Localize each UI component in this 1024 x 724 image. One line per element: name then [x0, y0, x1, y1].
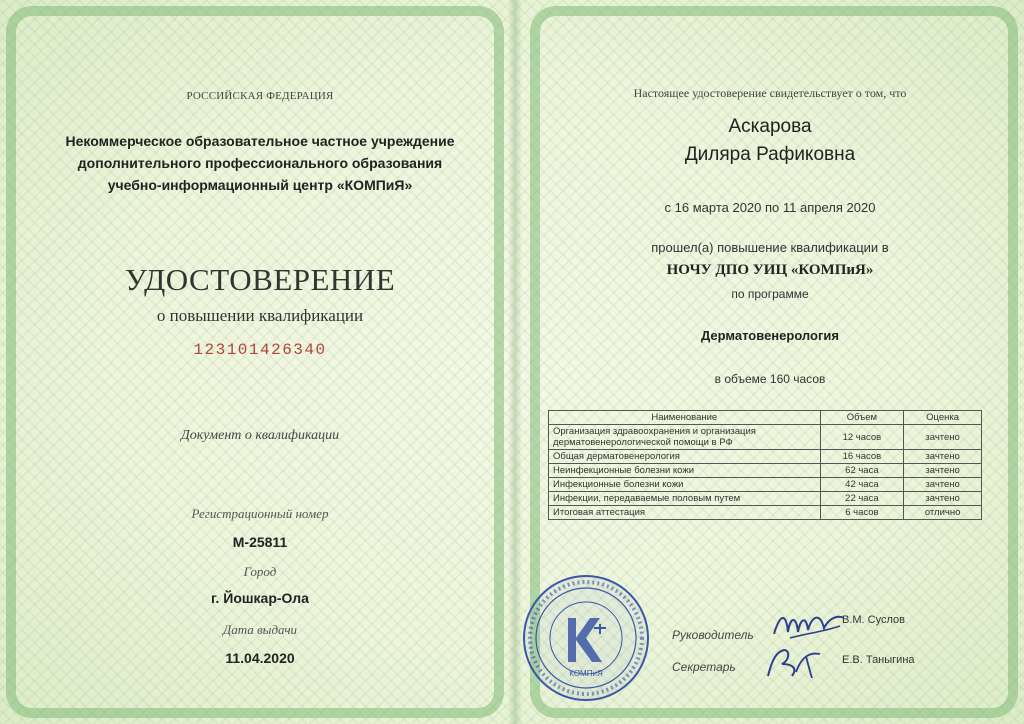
- header-grade: Оценка: [904, 411, 982, 425]
- document-subtitle: о повышении квалификации: [156, 306, 364, 325]
- director-signature: [770, 604, 848, 644]
- stamp-text: КОМПиЯ: [569, 669, 603, 678]
- organization-line-1: Некоммерческое образовательное частное учреждение: [65, 133, 455, 149]
- subject-grade: зачтено: [904, 478, 982, 492]
- subject-hours: 12 часов: [820, 425, 904, 450]
- table-row: [549, 506, 982, 520]
- country-label: РОССИЙСКАЯ ФЕДЕРАЦИЯ: [186, 90, 334, 102]
- intro-text: Настоящее удостоверение свидетельствует о том, что: [633, 86, 907, 100]
- reg-number-value: М-25811: [232, 534, 288, 550]
- program-name: Дерматовенерология: [701, 328, 839, 343]
- holder-surname: Аскарова: [728, 116, 812, 137]
- subject-name: Общая дерматовенерология: [549, 450, 821, 464]
- subject-grade: зачтено: [904, 425, 982, 450]
- grades-table: [548, 410, 982, 520]
- reg-number-label: Регистрационный номер: [191, 506, 329, 521]
- grades-header-row: [549, 411, 982, 425]
- secretary-name: Е.В. Таныгина: [842, 654, 915, 666]
- subject-name: Неинфекционные болезни кожи: [549, 464, 821, 478]
- organization-line-3: учебно-информационный центр «КОМПиЯ»: [107, 177, 413, 193]
- table-row: [549, 450, 982, 464]
- organization-stamp: [520, 572, 652, 704]
- holder-given-names: Диляра Рафиковна: [684, 144, 856, 165]
- subject-hours: 42 часа: [820, 478, 904, 492]
- table-row: [549, 464, 982, 478]
- document-title: УДОСТОВЕРЕНИЕ: [124, 262, 396, 297]
- subject-hours: 16 часов: [820, 450, 904, 464]
- training-period: с 16 марта 2020 по 11 апреля 2020: [664, 200, 876, 215]
- subject-name: Итоговая аттестация: [549, 506, 821, 520]
- director-label: Руководитель: [672, 628, 754, 642]
- program-volume: в объеме 160 часов: [714, 372, 826, 386]
- subject-grade: зачтено: [904, 464, 982, 478]
- document-type: Документ о квалификации: [180, 428, 340, 443]
- program-label: по программе: [731, 287, 809, 301]
- secretary-label: Секретарь: [672, 660, 736, 674]
- subject-hours: 22 часа: [820, 492, 904, 506]
- subject-grade: отлично: [904, 506, 982, 520]
- city-value: г. Йошкар-Ола: [211, 590, 309, 606]
- issue-date-value: 11.04.2020: [225, 650, 295, 666]
- training-organization: НОЧУ ДПО УИЦ «КОМПиЯ»: [666, 262, 874, 278]
- header-name: Наименование: [549, 411, 821, 425]
- passed-text: прошел(а) повышение квалификации в: [651, 240, 889, 255]
- header-volume: Объем: [820, 411, 904, 425]
- city-label: Город: [243, 564, 277, 579]
- organization-line-2: дополнительного профессионального образования: [77, 155, 443, 171]
- issue-date-label: Дата выдачи: [222, 622, 298, 637]
- subject-hours: 6 часов: [820, 506, 904, 520]
- left-page-border: [6, 6, 504, 718]
- subject-name: Инфекции, передаваемые половым путем: [549, 492, 821, 506]
- subject-grade: зачтено: [904, 450, 982, 464]
- subject-name: Организация здравоохранения и организация дерматовенерологической помощи в РФ: [549, 425, 821, 450]
- table-row: [549, 478, 982, 492]
- table-row: [549, 492, 982, 506]
- director-name: В.М. Суслов: [842, 614, 905, 626]
- organization-name: [40, 130, 480, 196]
- subject-grade: зачтено: [904, 492, 982, 506]
- document-number: 123101426340: [193, 341, 327, 359]
- subject-name: Инфекционные болезни кожи: [549, 478, 821, 492]
- table-row: [549, 425, 982, 450]
- secretary-signature: [762, 642, 828, 682]
- subject-hours: 62 часа: [820, 464, 904, 478]
